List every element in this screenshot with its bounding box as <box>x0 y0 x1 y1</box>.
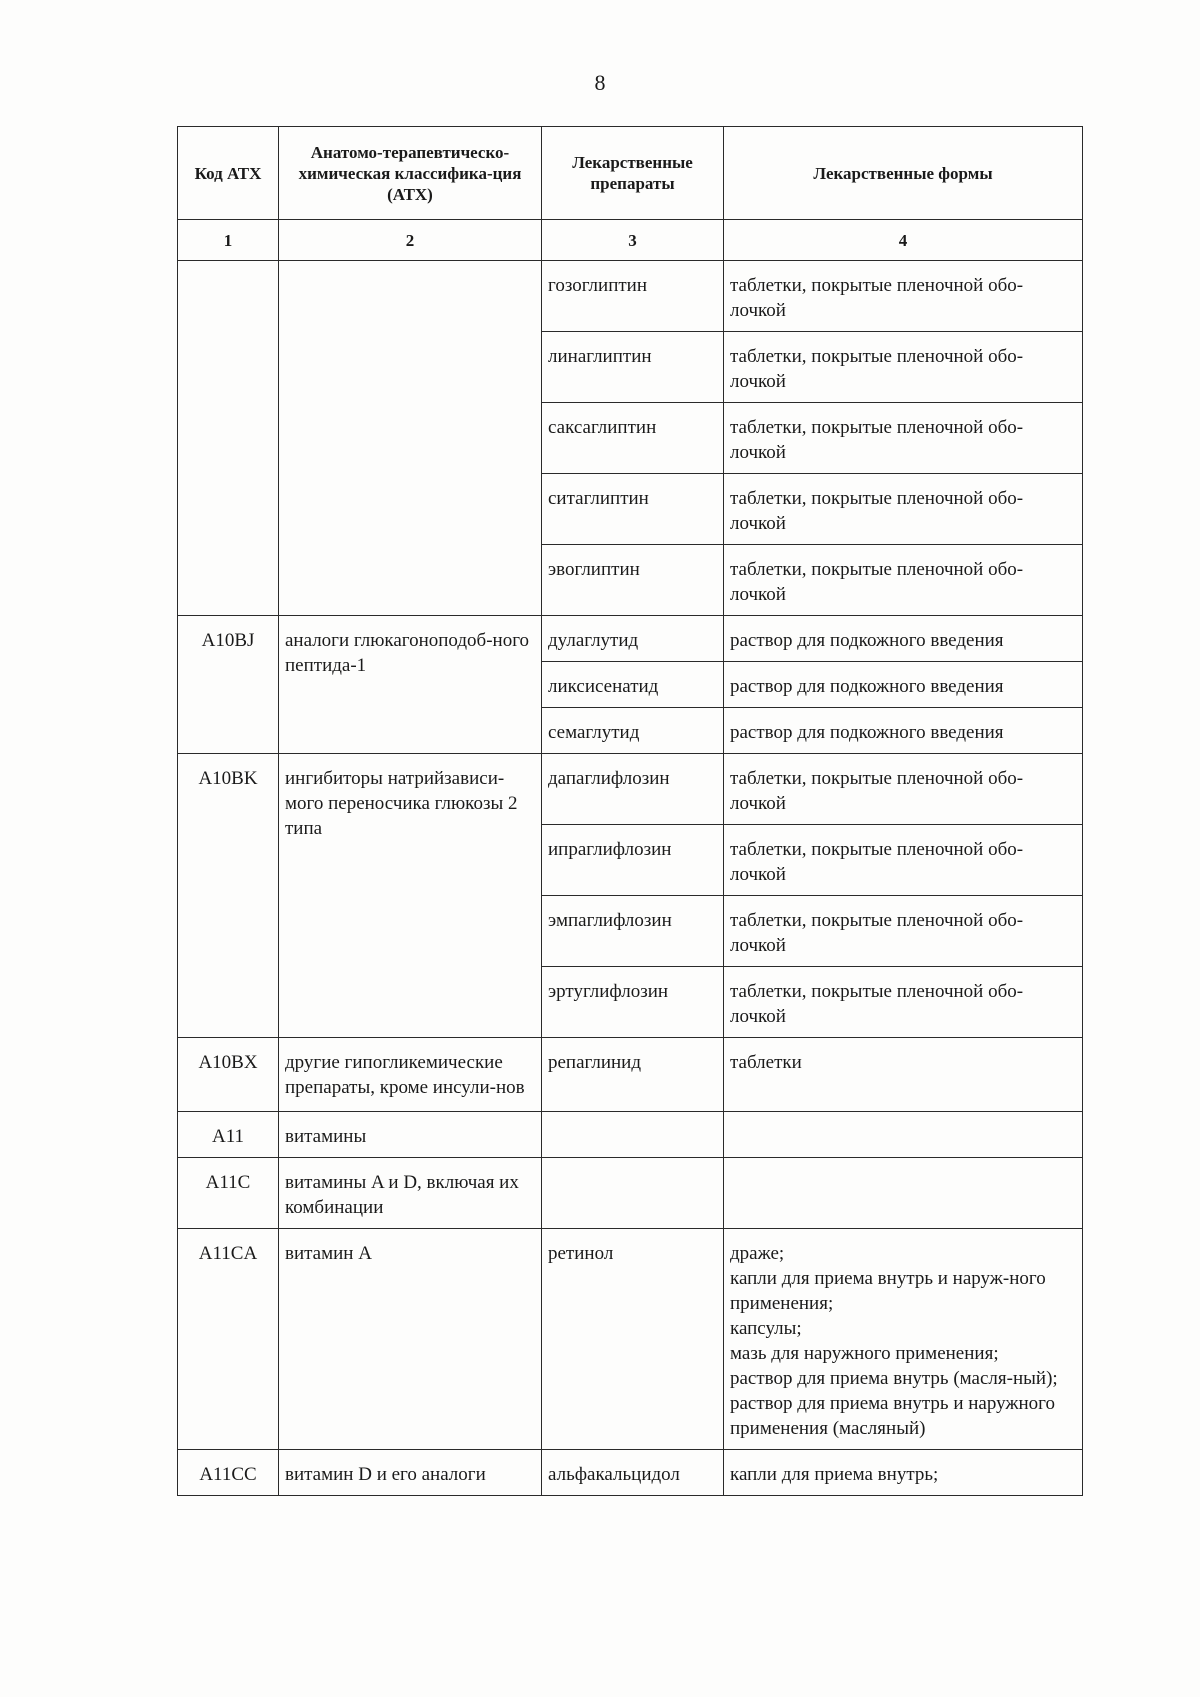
drug-name-cell: семаглутид <box>542 708 724 754</box>
drug-name-cell <box>542 1158 724 1229</box>
atx-classification-cell: витамин A <box>279 1229 542 1450</box>
dosage-form-cell: раствор для подкожного введения <box>724 616 1083 662</box>
table-row <box>178 1229 1083 1450</box>
dosage-form-cell: раствор для подкожного введения <box>724 708 1083 754</box>
dosage-form-cell <box>724 1112 1083 1158</box>
dosage-form-cell: таблетки, покрытые пленочной обо-лочкой <box>724 754 1083 825</box>
dosage-form-cell: таблетки <box>724 1038 1083 1112</box>
atx-code-cell: A10BX <box>178 1038 279 1112</box>
atx-classification-cell: витамины <box>279 1112 542 1158</box>
atx-drug-table <box>177 126 1083 1496</box>
atx-code-cell: A10BK <box>178 754 279 1038</box>
drug-name-cell: эвоглиптин <box>542 545 724 616</box>
drug-name-cell: эмпаглифлозин <box>542 896 724 967</box>
table-row <box>178 1158 1083 1229</box>
drug-name-cell <box>542 1112 724 1158</box>
drug-name-cell: эртуглифлозин <box>542 967 724 1038</box>
table-row <box>178 754 1083 825</box>
dosage-form-line: мазь для наружного применения; <box>730 1343 999 1364</box>
drug-name-cell: ликсисенатид <box>542 662 724 708</box>
atx-classification-cell: витамины A и D, включая их комбинации <box>279 1158 542 1229</box>
drug-name-cell: гозоглиптин <box>542 261 724 332</box>
header-classification: Анатомо-терапевтическо-химическая классифика-ция (АТХ) <box>279 127 542 220</box>
table-row <box>178 1450 1083 1496</box>
dosage-form-cell: капли для приема внутрь; <box>724 1450 1083 1496</box>
dosage-form-cell: таблетки, покрытые пленочной обо-лочкой <box>724 825 1083 896</box>
dosage-form-line: капсулы; <box>730 1318 802 1339</box>
drug-name-cell: саксаглиптин <box>542 403 724 474</box>
column-number: 3 <box>542 220 724 261</box>
header-drugs: Лекарственные препараты <box>542 127 724 220</box>
table-row <box>178 616 1083 662</box>
drug-name-cell: альфакальцидол <box>542 1450 724 1496</box>
column-number-row <box>178 220 1083 261</box>
dosage-form-cell: таблетки, покрытые пленочной обо-лочкой <box>724 545 1083 616</box>
header-code: Код АТХ <box>178 127 279 220</box>
atx-code-cell <box>178 261 279 616</box>
dosage-form-line: раствор для приема внутрь (масля-ный); <box>730 1368 1058 1389</box>
drug-name-cell: ситаглиптин <box>542 474 724 545</box>
atx-classification-cell: витамин D и его аналоги <box>279 1450 542 1496</box>
atx-classification-cell <box>279 261 542 616</box>
dosage-form-line: капли для приема внутрь и наруж-ного применения; <box>730 1268 1046 1314</box>
dosage-form-cell <box>724 1158 1083 1229</box>
dosage-form-line: раствор для приема внутрь и наружного применения (масляный) <box>730 1393 1055 1439</box>
table-row <box>178 261 1083 332</box>
drug-name-cell: ретинол <box>542 1229 724 1450</box>
atx-classification-cell: другие гипогликемические препараты, кроме инсули-нов <box>279 1038 542 1112</box>
dosage-form-cell: таблетки, покрытые пленочной обо-лочкой <box>724 261 1083 332</box>
atx-code-cell: A11 <box>178 1112 279 1158</box>
atx-classification-cell: аналоги глюкагоноподоб-ного пептида-1 <box>279 616 542 754</box>
drug-name-cell: репаглинид <box>542 1038 724 1112</box>
atx-code-cell: A10BJ <box>178 616 279 754</box>
dosage-form-cell: таблетки, покрытые пленочной обо-лочкой <box>724 403 1083 474</box>
dosage-form-cell: таблетки, покрытые пленочной обо-лочкой <box>724 332 1083 403</box>
atx-code-cell: A11C <box>178 1158 279 1229</box>
dosage-form-cell: таблетки, покрытые пленочной обо-лочкой <box>724 967 1083 1038</box>
column-number: 2 <box>279 220 542 261</box>
table-row <box>178 1038 1083 1112</box>
column-number: 4 <box>724 220 1083 261</box>
header-row <box>178 127 1083 220</box>
atx-code-cell: A11CA <box>178 1229 279 1450</box>
atx-code-cell: A11CC <box>178 1450 279 1496</box>
table-row <box>178 1112 1083 1158</box>
header-forms: Лекарственные формы <box>724 127 1083 220</box>
dosage-form-cell: раствор для подкожного введения <box>724 662 1083 708</box>
drug-name-cell: линаглиптин <box>542 332 724 403</box>
dosage-form-cell: таблетки, покрытые пленочной обо-лочкой <box>724 896 1083 967</box>
dosage-form-line: драже; <box>730 1243 785 1264</box>
drug-name-cell: ипраглифлозин <box>542 825 724 896</box>
dosage-form-cell <box>724 1229 1083 1450</box>
column-number: 1 <box>178 220 279 261</box>
dosage-form-cell: таблетки, покрытые пленочной обо-лочкой <box>724 474 1083 545</box>
page-number: 8 <box>594 70 606 95</box>
drug-name-cell: дапаглифлозин <box>542 754 724 825</box>
atx-classification-cell: ингибиторы натрийзависи-мого переносчика глюкозы 2 типа <box>279 754 542 1038</box>
drug-name-cell: дулаглутид <box>542 616 724 662</box>
